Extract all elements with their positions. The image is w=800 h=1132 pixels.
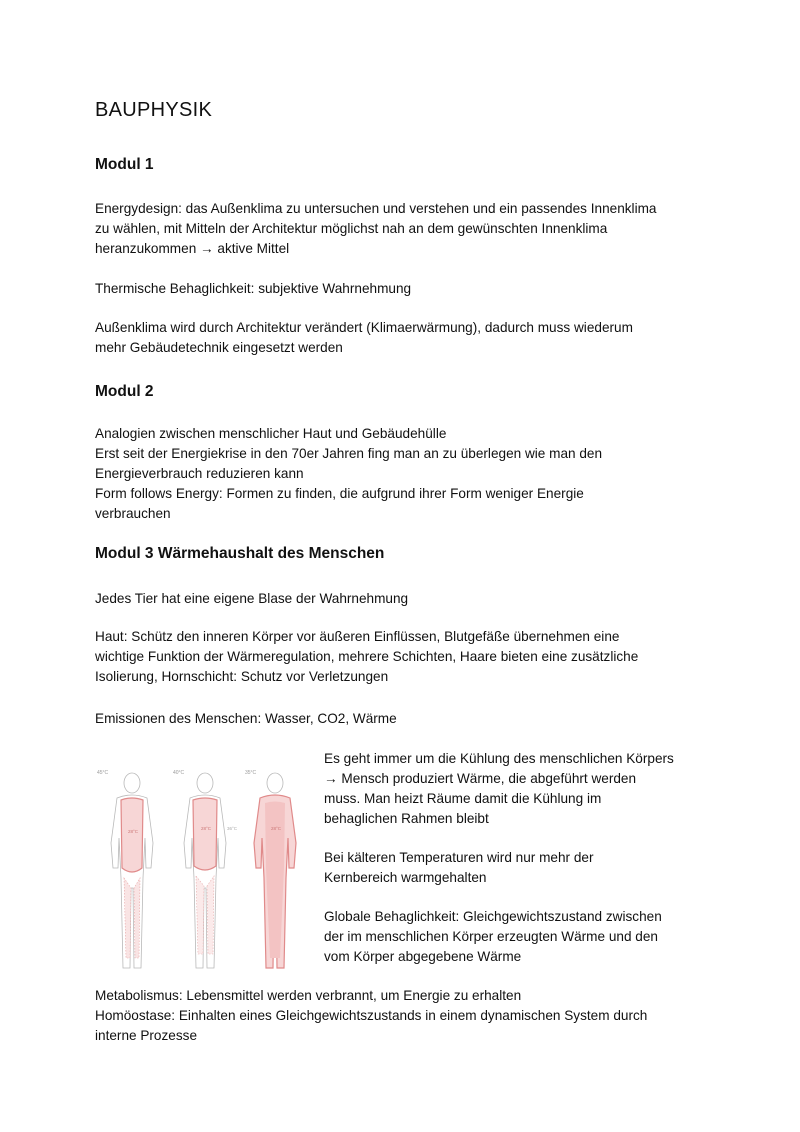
side-paragraph: Es geht immer um die Kühlung des menschlichen Körpers → Mensch produziert Wärme, die abgeführt werden muss. Man heizt Räume damit die Kühlung im behaglichen Rahmen bleibt — [324, 751, 674, 826]
core-temperature-label: 28°C — [201, 826, 212, 831]
core-temperature-label: 28°C — [128, 829, 139, 834]
paragraph: Metabolismus: Lebensmittel werden verbrannt, um Energie zu erhalten Homöostase: Einhalten eines Gleichgewichtszustands in einem dynamischen System durch interne Prozesse — [95, 988, 648, 1043]
paragraph: Emissionen des Menschen: Wasser, CO2, Wärme — [95, 711, 397, 726]
section-heading-modul-3: Modul 3 Wärmehaushalt des Menschen — [95, 545, 385, 562]
side-temperature-label: 36°C — [227, 826, 238, 831]
body-temperature-figure — [95, 758, 310, 983]
side-paragraph: Bei kälteren Temperaturen wird nur mehr der Kernbereich warmgehalten — [324, 850, 594, 885]
paragraph: Thermische Behaglichkeit: subjektive Wahrnehmung — [95, 281, 412, 296]
paragraph: Energydesign: das Außenklima zu untersuchen und verstehen und ein passendes Innenklima zu wählen, mit Mitteln der Architektur möglichst nah an dem gewünschten Innenklima heranzukommen → aktive Mittel — [95, 201, 657, 256]
human-figure-1 — [111, 773, 153, 968]
figure-label: 45°C — [97, 770, 109, 776]
paragraph: Analogien zwischen menschlicher Haut und Gebäudehülle Erst seit der Energiekrise in den 70er Jahren fing man an zu überlegen wie man den Energieverbrauch reduzieren kann Form follows Energy: Formen zu finden, die aufgrund ihrer Form weniger Energie verbrauchen — [95, 426, 603, 521]
figure-label: 35°C — [245, 770, 257, 776]
human-figures-illustration — [95, 758, 310, 983]
paragraph: Jedes Tier hat eine eigene Blase der Wahrnehmung — [95, 591, 409, 606]
section-heading-modul-1: Modul 1 — [95, 156, 154, 173]
human-figure-2 — [184, 773, 238, 968]
section-heading-modul-2: Modul 2 — [95, 383, 154, 400]
document-title: BAUPHYSIK — [95, 99, 213, 121]
human-figure-3 — [254, 773, 296, 968]
paragraph: Außenklima wird durch Architektur verändert (Klimaerwärmung), dadurch muss wiederum mehr Gebäudetechnik eingesetzt werden — [95, 320, 633, 355]
paragraph: Haut: Schütz den inneren Körper vor äußeren Einflüssen, Blutgefäße übernehmen eine wichtige Funktion der Wärmeregulation, mehrere Schichten, Haare bieten eine zusätzliche Isolierung, Hornschicht: Schutz vor Verletzungen — [95, 629, 639, 684]
figure-label: 40°C — [173, 770, 185, 776]
side-paragraph: Globale Behaglichkeit: Gleichgewichtszustand zwischen der im menschlichen Körper erzeugten Wärme und den vom Körper abgegebene Wärme — [324, 909, 662, 964]
core-temperature-label: 28°C — [271, 826, 282, 831]
